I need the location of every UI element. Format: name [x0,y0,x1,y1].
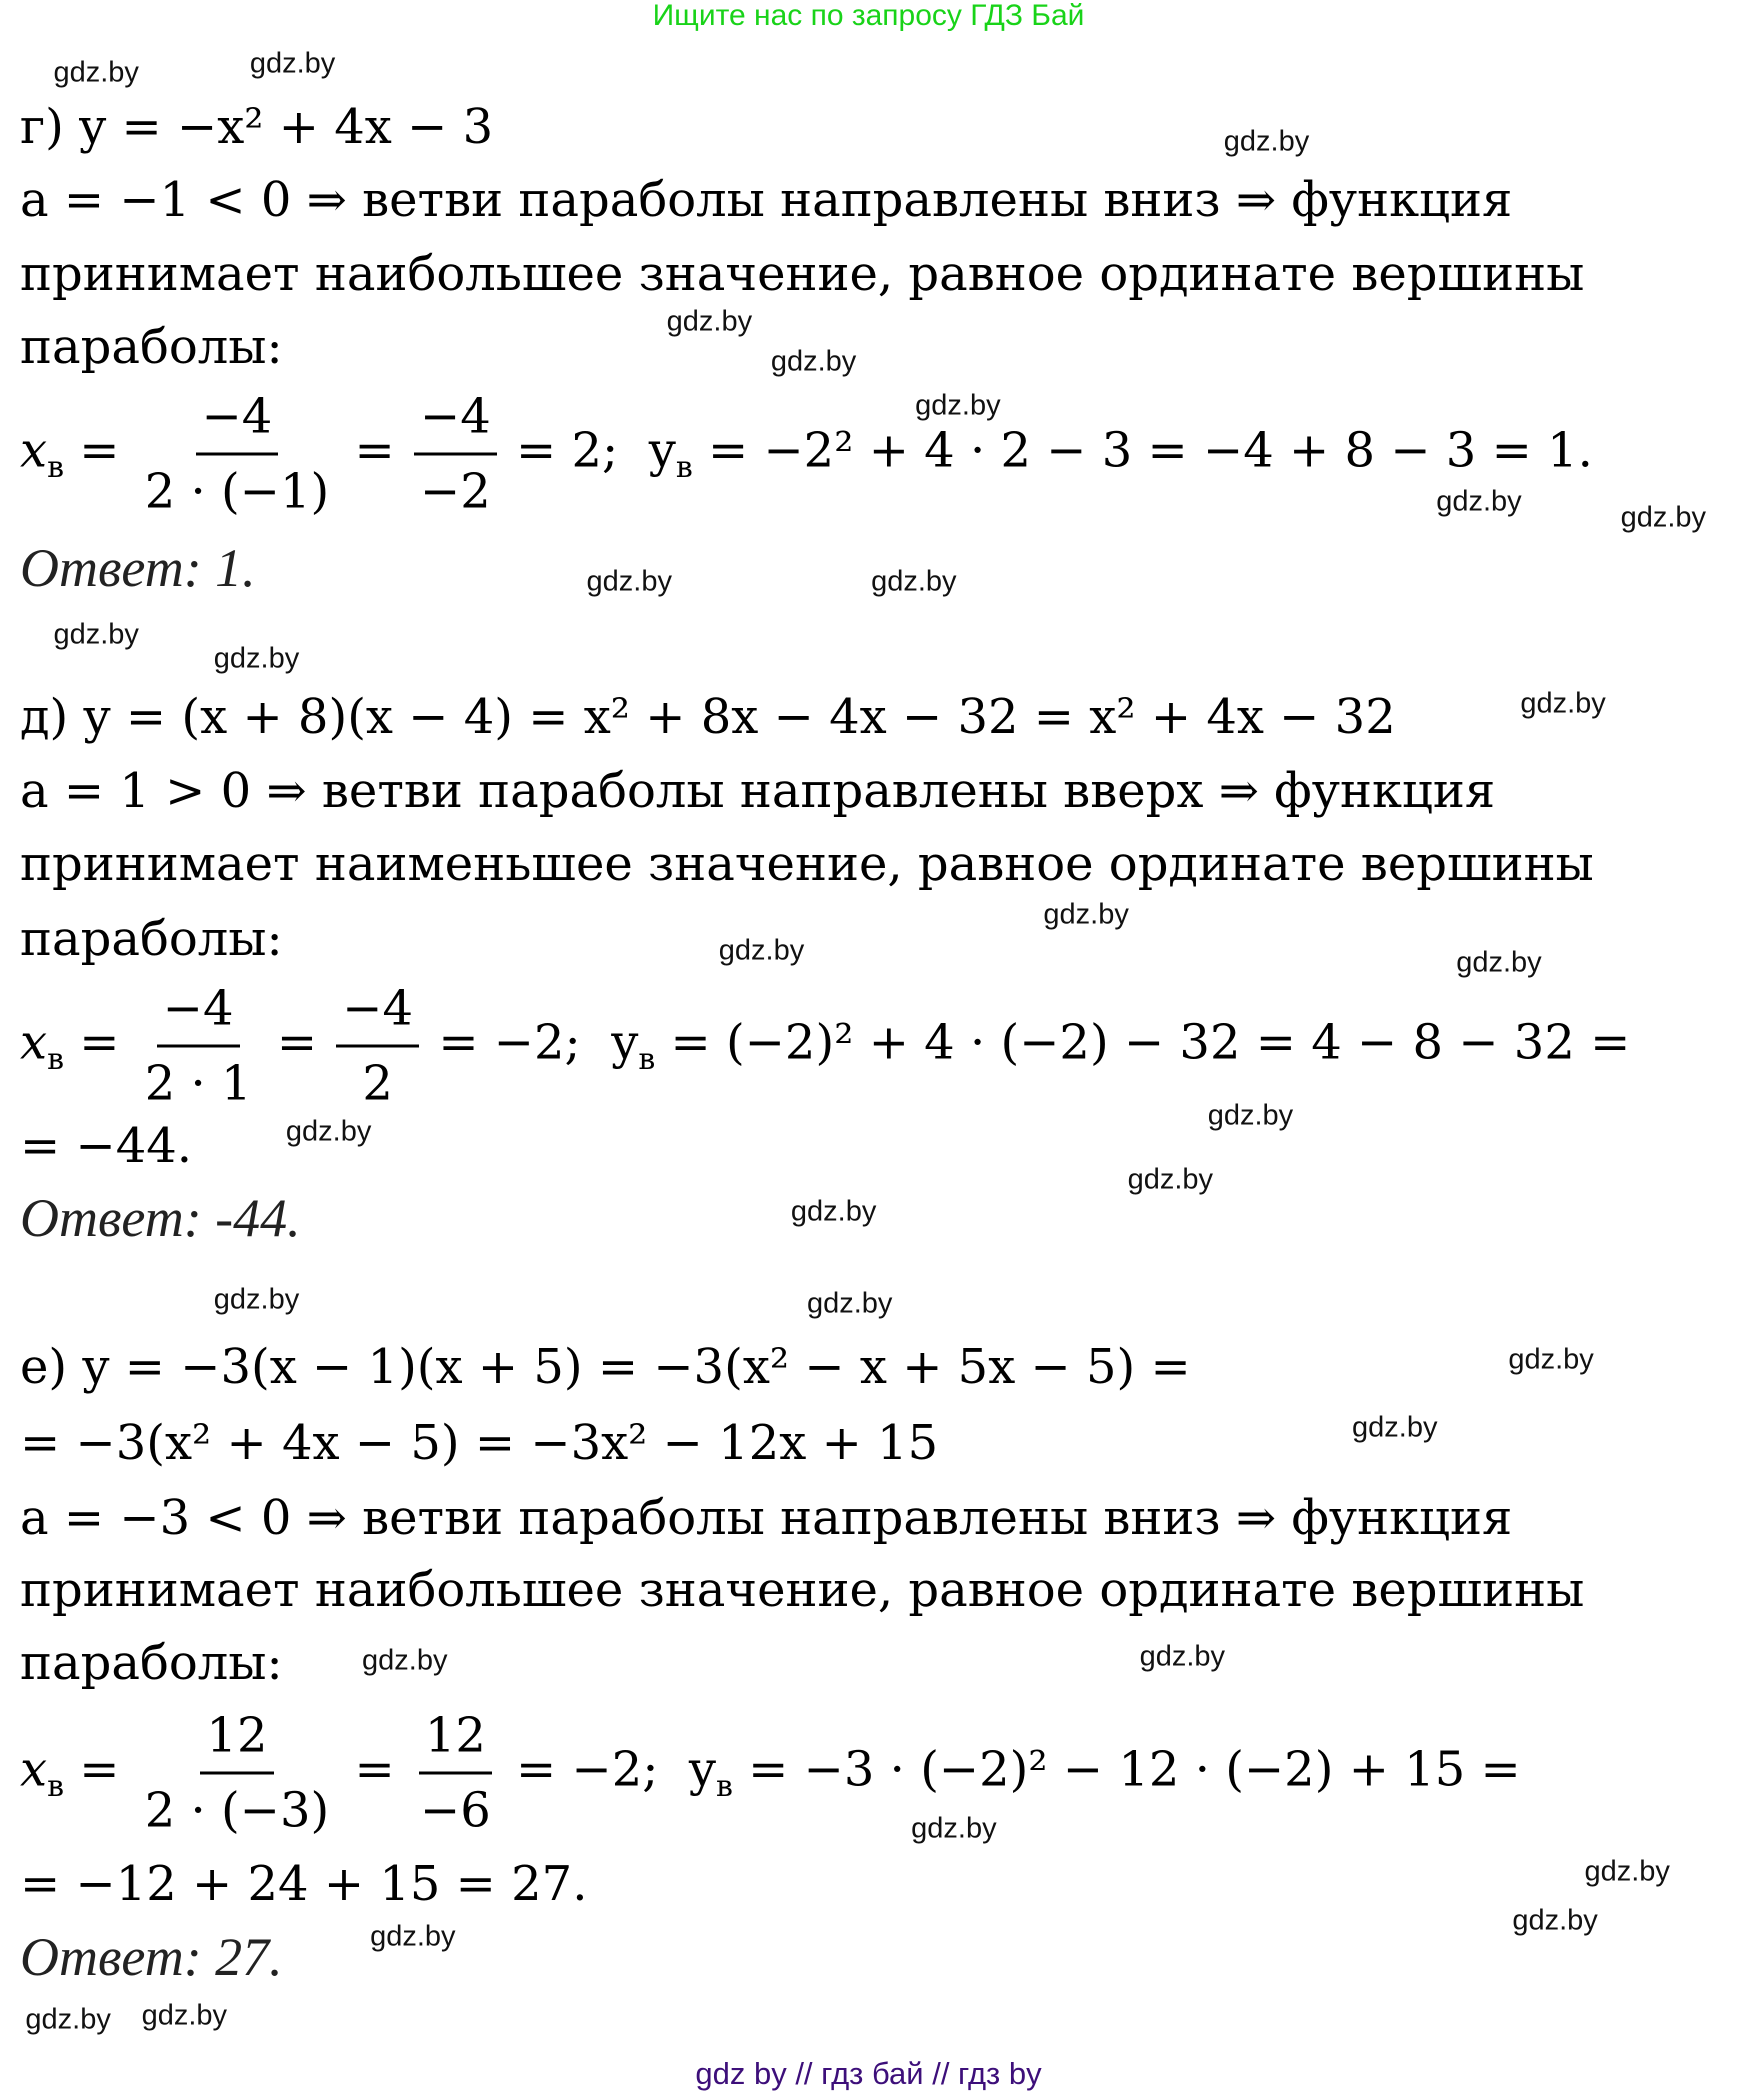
subscript: в [716,1769,733,1805]
watermark: gdz.by [213,642,300,675]
var-x: x [20,422,48,479]
watermark: gdz.by [770,345,857,378]
eq: = [339,1741,410,1798]
search-banner: Ищите нас по запросу ГДЗ Бай [652,0,1085,32]
eq: = [63,422,135,479]
task-g-vertex [20,381,1593,528]
task-e-equation-cont: = −3(x² + 4x − 5) = −3x² − 12x + 15 [20,1415,939,1471]
task-d-continuation: = −44. [20,1118,193,1174]
fraction [414,381,497,528]
watermark: gdz.by [1127,1163,1214,1196]
watermark: gdz.by [1520,687,1606,720]
task-d-equation: д) y = (x + 8)(x − 4) = x² + 8x − 4x − 32 = x² + 4x − 32 [20,689,1396,745]
denominator: −6 [419,1782,491,1839]
watermark: gdz.by [213,1283,300,1316]
watermark: gdz.by [285,1115,372,1148]
watermark: gdz.by [1508,1343,1594,1376]
watermark: gdz.by [911,1812,997,1845]
watermark: gdz.by [1352,1411,1438,1444]
numerator: −4 [196,381,279,456]
expr: = −2; y [423,1014,639,1071]
var-x: x [20,1741,48,1798]
var-x: x [20,1014,48,1071]
numerator: 12 [419,1700,492,1775]
watermark: gdz.by [1139,1640,1226,1673]
task-d-line2: принимает наименьшее значение, равное ординате вершины [20,836,1594,892]
watermark: gdz.by [370,1920,456,1953]
task-g-line1: a = −1 < 0 ⇒ ветви параболы направлены вниз ⇒ функция [20,172,1513,228]
task-d-vertex [20,973,1630,1120]
task-d-line3: параболы: [20,911,283,967]
watermark: gdz.by [1207,1099,1294,1132]
expr: = 2; y [500,422,676,479]
footer-links: gdz by // гдз бай // гдз by [695,2056,1042,2091]
watermark: gdz.by [718,934,805,967]
subscript: в [47,1769,64,1805]
watermark: gdz.by [806,1287,893,1320]
fraction [139,1700,336,1847]
task-e-answer: Ответ: 27. [20,1927,283,1987]
task-g-equation: г) y = −x² + 4x − 3 [20,99,494,155]
watermark: gdz.by [1512,1904,1598,1937]
eq: = [63,1741,135,1798]
watermark: gdz.by [666,305,753,338]
watermark: gdz.by [586,565,672,598]
task-g-answer: Ответ: 1. [20,538,256,598]
eq: = [261,1014,333,1071]
task-e-line3: параболы: [20,1635,283,1691]
watermark: gdz.by [53,618,139,651]
numerator: −4 [157,973,240,1048]
numerator: −4 [414,381,497,456]
task-e-line1: a = −3 < 0 ⇒ ветви параболы направлены вниз ⇒ функция [20,1490,1513,1546]
eq: = [339,422,410,479]
subscript: в [47,450,64,486]
watermark: gdz.by [871,565,957,598]
eq: = [63,1014,135,1071]
watermark: gdz.by [25,2003,111,2036]
subscript: в [47,1042,64,1078]
task-d-answer: Ответ: -44. [20,1188,301,1248]
expr: = −2² + 4 · 2 − 3 = −4 + 8 − 3 = 1. [692,422,1593,479]
fraction [139,973,258,1120]
task-e-line2: принимает наибольшее значение, равное ординате вершины [20,1562,1585,1618]
task-e-vertex [20,1700,1521,1847]
watermark: gdz.by [790,1195,877,1228]
watermark: gdz.by [1456,946,1542,979]
watermark: gdz.by [141,1999,228,2032]
task-e-continuation: = −12 + 24 + 15 = 27. [20,1856,588,1912]
watermark: gdz.by [1436,485,1522,518]
expr: = (−2)² + 4 · (−2) − 32 = 4 − 8 − 32 = [655,1014,1631,1071]
numerator: 12 [200,1700,273,1775]
watermark: gdz.by [1584,1855,1670,1888]
task-g-line2: принимает наибольшее значение, равное ординате вершины [20,246,1585,302]
fraction [139,381,336,528]
task-g-line3: параболы: [20,319,283,375]
denominator: −2 [419,463,491,520]
subscript: в [675,450,693,486]
numerator: −4 [336,973,419,1048]
watermark: gdz.by [362,1644,448,1677]
denominator: 2 [362,1055,393,1112]
fraction [336,973,419,1120]
denominator: 2 · (−3) [144,1782,330,1839]
watermark: gdz.by [249,47,336,80]
expr: = −3 · (−2)² − 12 · (−2) + 15 = [732,1741,1521,1798]
watermark: gdz.by [1043,898,1129,931]
watermark: gdz.by [1620,501,1707,534]
subscript: в [638,1042,656,1078]
task-e-equation: е) y = −3(x − 1)(x + 5) = −3(x² − x + 5x − 5) = [20,1339,1191,1395]
expr: = −2; y [500,1741,717,1798]
fraction [414,1700,497,1847]
denominator: 2 · (−1) [144,463,330,520]
watermark: gdz.by [1223,125,1310,158]
denominator: 2 · 1 [144,1055,252,1112]
watermark: gdz.by [915,389,1001,422]
task-d-line1: a = 1 > 0 ⇒ ветви параболы направлены вверх ⇒ функция [20,763,1496,819]
watermark: gdz.by [53,56,139,89]
